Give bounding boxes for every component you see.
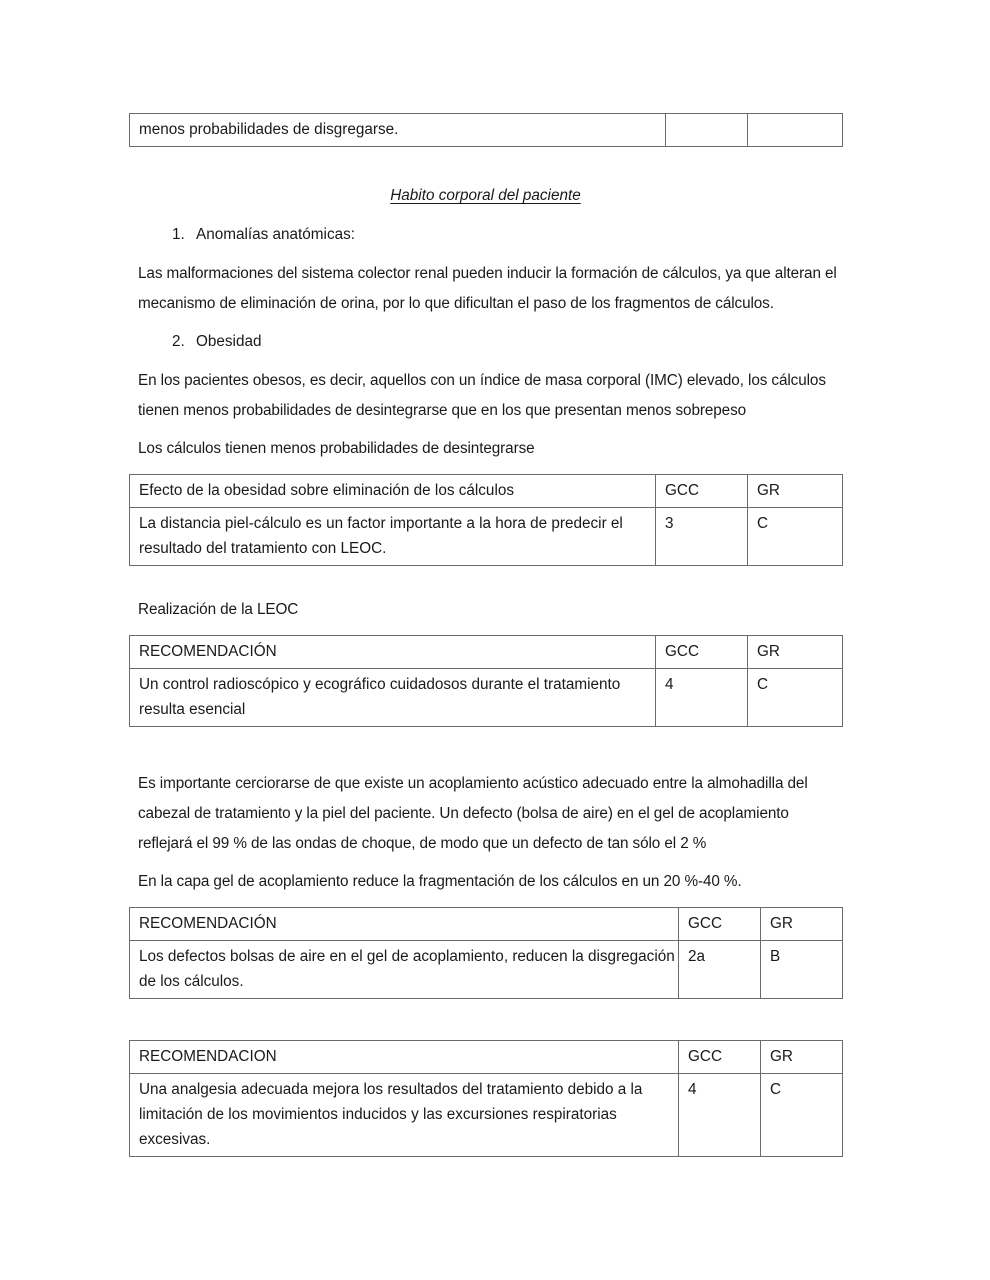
paragraph-calculos: Los cálculos tienen menos probabilidades de desintegrarse	[138, 440, 535, 457]
table-cell-text: Una analgesia adecuada mejora los resultados del tratamiento debido a la limitación de los movimientos inducidos y las excursiones respiratorias excesivas.	[130, 1074, 679, 1157]
table-cell-gcc: 4	[679, 1074, 761, 1157]
list-item-label: Anomalías anatómicas:	[196, 226, 355, 243]
paragraph-obesos: En los pacientes obesos, es decir, aquellos con un índice de masa corporal (IMC) elevado, los cálculos tienen menos probabilidades de desintegrarse que en los que presentan menos sobrepeso	[138, 372, 826, 419]
table-header-gcc: GCC	[679, 1041, 761, 1074]
paragraph-capagel: En la capa gel de acoplamiento reduce la fragmentación de los cálculos en un 20 %-40 %.	[138, 873, 742, 890]
table-cell-gcc: 2a	[679, 941, 761, 999]
table-cell-gr: C	[761, 1074, 843, 1157]
list-obesidad	[129, 327, 842, 357]
table-cell-gr: B	[761, 941, 843, 999]
table-header-gr: GR	[748, 475, 843, 508]
list-anomalias	[129, 220, 842, 250]
table-cell-gr	[748, 114, 843, 147]
document-content	[129, 0, 842, 1157]
table-header-gr: GR	[761, 908, 843, 941]
list-item	[129, 327, 842, 357]
paragraph-malformaciones: Las malformaciones del sistema colector renal pueden inducir la formación de cálculos, ya que alteran el mecanismo de eliminación de orina, por lo que dificultan el paso de los fragmentos de cálculos.	[138, 265, 837, 312]
table-continuation	[129, 113, 843, 147]
table-header-title: Efecto de la obesidad sobre eliminación de los cálculos	[130, 475, 656, 508]
table-row	[130, 1074, 843, 1157]
table-cell-gcc: 3	[656, 508, 748, 566]
table-row	[130, 508, 843, 566]
table-cell-text: Los defectos bolsas de aire en el gel de acoplamiento, reducen la disgregación de los cálculos.	[130, 941, 679, 999]
table-header-gr: GR	[761, 1041, 843, 1074]
table-cell-text: La distancia piel-cálculo es un factor importante a la hora de predecir el resultado del tratamiento con LEOC.	[130, 508, 656, 566]
table-cell-gr: C	[748, 669, 843, 727]
list-item	[129, 220, 842, 250]
table-header-row	[130, 636, 843, 669]
table-header-title: RECOMENDACIÓN	[130, 908, 679, 941]
list-item-number: 1.	[172, 226, 185, 243]
table-cell-text: Un control radioscópico y ecográfico cuidadosos durante el tratamiento resulta esencial	[130, 669, 656, 727]
table-row	[130, 669, 843, 727]
table-realizacion	[129, 635, 843, 727]
table-cell-gcc: 4	[656, 669, 748, 727]
table-row	[130, 941, 843, 999]
table-header-title: RECOMENDACION	[130, 1041, 679, 1074]
table-header-gcc: GCC	[679, 908, 761, 941]
table-analgesia	[129, 1040, 843, 1157]
table-cell-gr: C	[748, 508, 843, 566]
table-header-row	[130, 475, 843, 508]
table-cell-text: menos probabilidades de disgregarse.	[130, 114, 666, 147]
list-item-label: Obesidad	[196, 333, 262, 350]
table-cell-gcc	[666, 114, 748, 147]
table-header-row	[130, 1041, 843, 1074]
table-obesidad	[129, 474, 843, 566]
table-header-row	[130, 908, 843, 941]
table-row	[130, 114, 843, 147]
table-header-title: RECOMENDACIÓN	[130, 636, 656, 669]
paragraph-acoplamiento: Es importante cerciorarse de que existe un acoplamiento acústico adecuado entre la almohadilla del cabezal de tratamiento y la piel del paciente. Un defecto (bolsa de aire) en el gel de acoplamiento reflejará el 99 % de las ondas de choque, de modo que un defecto de tan sólo el 2 %	[138, 775, 808, 852]
table-header-gcc: GCC	[656, 475, 748, 508]
table-header-gr: GR	[748, 636, 843, 669]
table-header-gcc: GCC	[656, 636, 748, 669]
paragraph-realizacion: Realización de la LEOC	[138, 601, 299, 618]
list-item-number: 2.	[172, 333, 185, 350]
section-heading: Habito corporal del paciente	[390, 187, 581, 204]
table-bolsas-aire	[129, 907, 843, 999]
